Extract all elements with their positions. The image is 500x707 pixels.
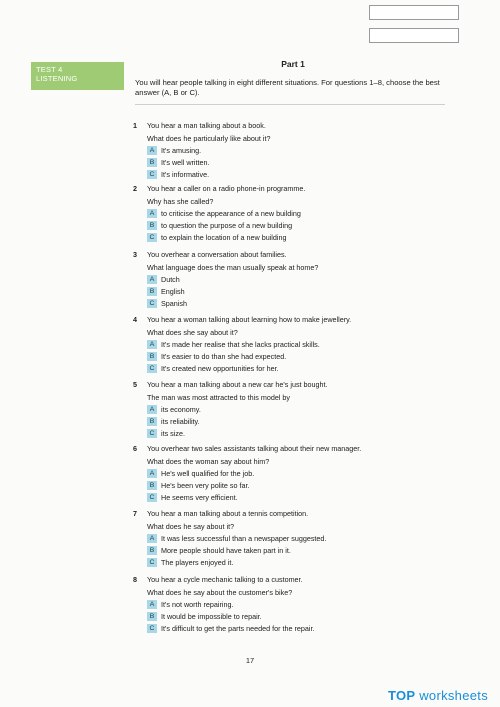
option-text: Dutch xyxy=(161,275,180,284)
question-number: 7 xyxy=(133,509,137,518)
option-a[interactable] xyxy=(147,469,254,479)
question-prompt: What does she say about it? xyxy=(147,328,238,337)
question-number: 1 xyxy=(133,121,137,130)
option-text: More people should have taken part in it. xyxy=(161,546,291,555)
test-label-line2: LISTENING xyxy=(36,74,78,83)
option-letter[interactable]: A xyxy=(147,275,157,284)
option-letter[interactable]: B xyxy=(147,221,157,230)
option-b[interactable] xyxy=(147,481,249,491)
option-c[interactable] xyxy=(147,558,233,568)
option-c[interactable] xyxy=(147,233,286,243)
option-b[interactable] xyxy=(147,221,292,231)
option-letter[interactable]: A xyxy=(147,146,157,155)
option-a[interactable] xyxy=(147,146,201,156)
question-text: You hear a man talking about a book. xyxy=(147,121,266,130)
option-text: to explain the location of a new building xyxy=(161,233,287,242)
option-c[interactable] xyxy=(147,170,209,180)
page-number: 17 xyxy=(245,656,255,665)
option-text: It's informative. xyxy=(161,170,210,179)
option-letter[interactable]: B xyxy=(147,158,157,167)
brand-rest: worksheets xyxy=(415,688,488,703)
option-letter[interactable]: A xyxy=(147,600,157,609)
option-c[interactable] xyxy=(147,364,279,374)
option-text: its reliability. xyxy=(161,417,200,426)
option-a[interactable] xyxy=(147,534,326,544)
option-text: It would be impossible to repair. xyxy=(161,612,262,621)
option-letter[interactable]: B xyxy=(147,612,157,621)
option-letter[interactable]: B xyxy=(147,417,157,426)
option-text: Spanish xyxy=(161,299,187,308)
instructions: You will hear people talking in eight different situations. For questions 1–8, choose the best answer (A, B or C). xyxy=(135,78,440,97)
option-b[interactable] xyxy=(147,417,200,427)
option-letter[interactable]: A xyxy=(147,469,157,478)
question-number: 4 xyxy=(133,315,137,324)
question-prompt: What does the woman say about him? xyxy=(147,457,270,466)
option-letter[interactable]: B xyxy=(147,352,157,361)
option-text: It's not worth repairing. xyxy=(161,600,234,609)
option-text: to question the purpose of a new building xyxy=(161,221,293,230)
option-text: It's made her realise that she lacks practical skills. xyxy=(161,340,320,349)
option-c[interactable] xyxy=(147,429,185,439)
question-prompt: Why has she called? xyxy=(147,197,214,206)
question-number: 8 xyxy=(133,575,137,584)
option-text: It's easier to do than she had expected. xyxy=(161,352,287,361)
option-letter[interactable]: C xyxy=(147,493,157,502)
part-title: Part 1 xyxy=(281,59,305,69)
brand-logo xyxy=(388,688,488,703)
option-text: It's well written. xyxy=(161,158,210,167)
question-number: 6 xyxy=(133,444,137,453)
option-letter[interactable]: C xyxy=(147,429,157,438)
option-a[interactable] xyxy=(147,340,320,350)
option-a[interactable] xyxy=(147,275,180,285)
option-letter[interactable]: C xyxy=(147,558,157,567)
question-prompt: What does he particularly like about it? xyxy=(147,134,271,143)
question-number: 2 xyxy=(133,184,137,193)
question-text: You hear a woman talking about learning how to make jewellery. xyxy=(147,315,352,324)
option-text: He's well qualified for the job. xyxy=(161,469,255,478)
option-text: English xyxy=(161,287,185,296)
option-c[interactable] xyxy=(147,493,238,503)
option-a[interactable] xyxy=(147,405,201,415)
answer-input-2[interactable] xyxy=(369,28,459,43)
option-letter[interactable]: C xyxy=(147,170,157,179)
option-c[interactable] xyxy=(147,299,187,309)
question-text: You hear a cycle mechanic talking to a customer. xyxy=(147,575,303,584)
option-letter[interactable]: A xyxy=(147,405,157,414)
test-label-line1: TEST 4 xyxy=(36,65,63,74)
option-letter[interactable]: C xyxy=(147,233,157,242)
option-letter[interactable]: A xyxy=(147,534,157,543)
option-b[interactable] xyxy=(147,287,185,297)
question-text: You overhear two sales assistants talking about their new manager. xyxy=(147,444,362,453)
option-letter[interactable]: C xyxy=(147,299,157,308)
option-text: He seems very efficient. xyxy=(161,493,238,502)
option-letter[interactable]: B xyxy=(147,546,157,555)
option-text: It's created new opportunities for her. xyxy=(161,364,279,373)
option-b[interactable] xyxy=(147,352,286,362)
option-b[interactable] xyxy=(147,546,291,556)
option-text: The players enjoyed it. xyxy=(161,558,234,567)
option-text: He's been very polite so far. xyxy=(161,481,250,490)
question-text: You hear a man talking about a new car he's just bought. xyxy=(147,380,328,389)
option-text: It's difficult to get the parts needed for the repair. xyxy=(161,624,315,633)
answer-input-1[interactable] xyxy=(369,5,459,20)
question-prompt: What does he say about the customer's bike? xyxy=(147,588,293,597)
option-letter[interactable]: C xyxy=(147,624,157,633)
question-number: 3 xyxy=(133,250,137,259)
option-a[interactable] xyxy=(147,209,301,219)
option-text: to criticise the appearance of a new building xyxy=(161,209,301,218)
brand-top: TOP xyxy=(387,688,416,703)
option-b[interactable] xyxy=(147,158,210,168)
option-c[interactable] xyxy=(147,624,314,634)
question-text: You overhear a conversation about families. xyxy=(147,250,287,259)
option-letter[interactable]: C xyxy=(147,364,157,373)
question-text: You hear a caller on a radio phone-in programme. xyxy=(147,184,306,193)
divider xyxy=(135,104,445,105)
question-text: You hear a man talking about a tennis competition. xyxy=(147,509,309,518)
option-text: It's amusing. xyxy=(161,146,202,155)
question-number: 5 xyxy=(133,380,137,389)
question-prompt: What language does the man usually speak at home? xyxy=(147,263,319,272)
option-a[interactable] xyxy=(147,600,233,610)
option-b[interactable] xyxy=(147,612,262,622)
option-text: its economy. xyxy=(161,405,201,414)
option-letter[interactable]: A xyxy=(147,340,157,349)
option-letter[interactable]: A xyxy=(147,209,157,218)
option-text: its size. xyxy=(161,429,185,438)
option-text: It was less successful than a newspaper suggested. xyxy=(161,534,327,543)
option-letter[interactable]: B xyxy=(147,481,157,490)
option-letter[interactable]: B xyxy=(147,287,157,296)
question-prompt: The man was most attracted to this model by xyxy=(147,393,291,402)
question-prompt: What does he say about it? xyxy=(147,522,235,531)
